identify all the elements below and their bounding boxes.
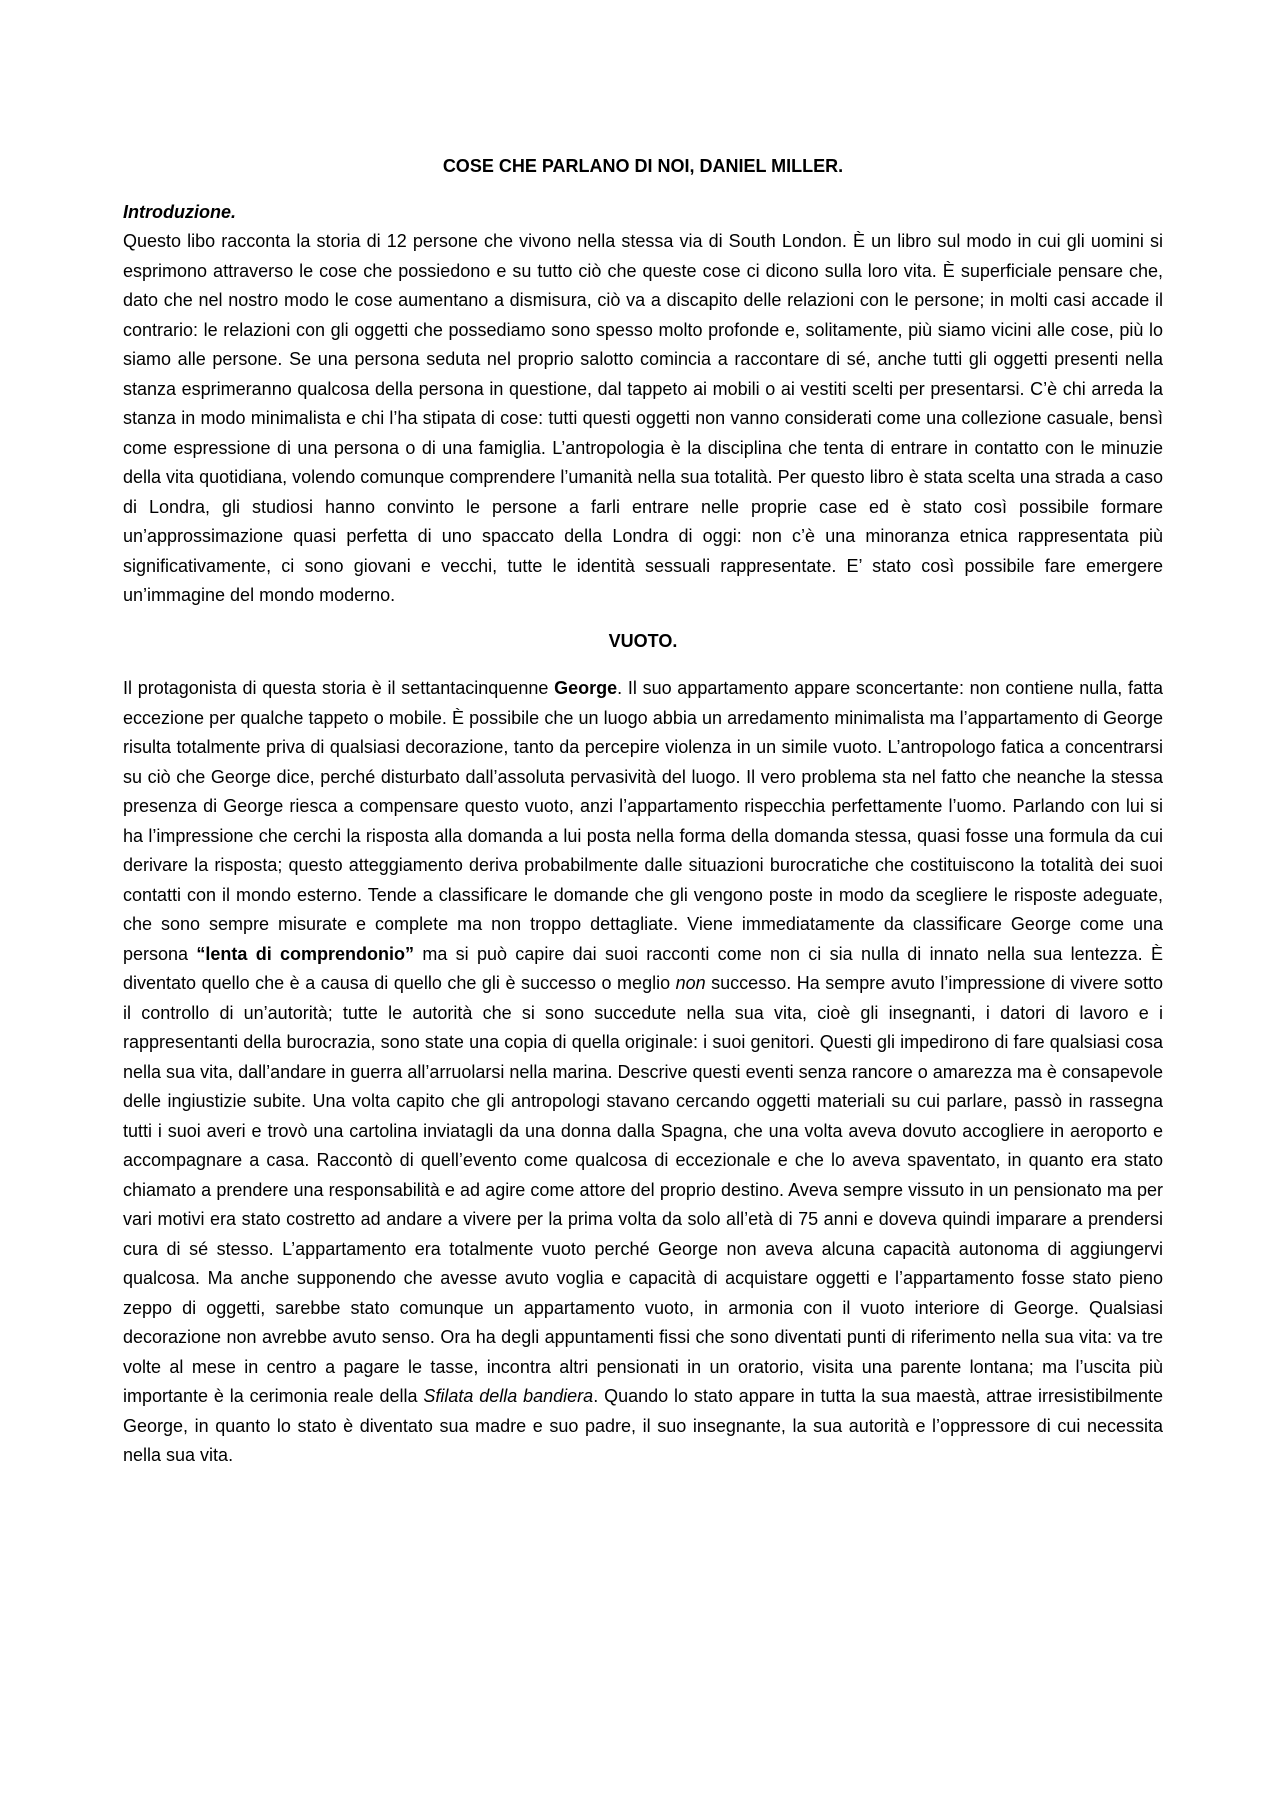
- vuoto-text-2: . Il suo appartamento appare sconcertante: non contiene nulla, fatta eccezione per qualche tappeto o mobile. È possibile che un luogo abbia un arredamento minimalista ma l’appartamento di George risulta totalmente priva di qualsiasi decorazione, tanto da percepire violenza in un simile vuoto. L’antropologo fatica a concentrarsi su ciò che George dice, perché disturbato dall’assoluta pervasività del luogo. Il vero problema sta nel fatto che neanche la stessa presenza di George riesca a compensare questo vuoto, anzi l’appartamento rispecchia perfettamente l’uomo. Parlando con lui si ha l’impressione che cerchi la risposta alla domanda a lui posta nella forma della domanda stessa, quasi fosse una formula da cui derivare la risposta; questo atteggiamento deriva probabilmente dalle situazioni burocratiche che costituiscono la totalità dei suoi contatti con il mondo esterno. Tende a classificare le domande che gli vengono poste in modo da scegliere le risposte adeguate, che sono sempre misurate e complete ma non troppo dettagliate. Viene immediatamente da classificare George come una persona: [123, 678, 1163, 964]
- vuoto-text-3: ma si può capire dai suoi racconti come non ci sia nulla di innato nella sua lentezza. È diventato quello che è a causa di quello che gli è successo o meglio: [123, 943, 1164, 993]
- vuoto-paragraph: [123, 674, 1163, 1471]
- george-name-bold: George: [554, 678, 618, 698]
- intro-paragraph: Questo libo racconta la storia di 12 persone che vivono nella stessa via di South London. È un libro sul modo in cui gli uomini si esprimono attraverso le cose che possiedono e su tutto ciò che queste cose ci dicono sulla loro vita. È superficiale pensare che, dato che nel nostro modo le cose aumentano a dismisura, ciò va a discapito delle relazioni con le persone; in molti casi accade il contrario: le relazioni con gli oggetti che possediamo sono spesso molto profonde e, solitamente, più siamo vicini alle cose, più lo siamo alle persone. Se una persona seduta nel proprio salotto comincia a raccontare di sé, anche tutti gli oggetti presenti nella stanza esprimeranno qualcosa della persona in questione, dal tappeto ai mobili o ai vestiti scelti per presentarsi. C’è chi arreda la stanza in modo minimalista e chi l’ha stipata di cose: tutti questi oggetti non vanno considerati come una collezione casuale, bensì come espressione di una persona o di una famiglia. L’antropologia è la disciplina che tenta di entrare in contatto con le minuzie della vita quotidiana, volendo comunque comprendere l’umanità nella sua totalità. Per questo libro è stata scelta una strada a caso di Londra, gli studiosi hanno convinto le persone a farli entrare nelle proprie case ed è stato così possibile formare un’approssimazione quasi perfetta di uno spaccato della Londra di oggi: non c’è una minoranza etnica rappresentata più significativamente, ci sono giovani e vecchi, tutte le identità sessuali rappresentate. E’ stato così possibile fare emergere un’immagine del mondo moderno.: [123, 231, 1163, 605]
- non-italic: non: [675, 973, 706, 993]
- vuoto-text-1: Il protagonista di questa storia è il settantacinquenne: [123, 678, 555, 698]
- section-title-vuoto: VUOTO.: [608, 630, 678, 651]
- lenta-di-comprendonio-bold: “lenta di comprendonio”: [196, 943, 415, 964]
- document-page: [123, 152, 1163, 1471]
- vuoto-text-5: . Quando lo stato appare in tutta la sua maestà, attrae irresistibilmente George, in quanto lo stato è diventato sua madre e suo padre, il suo insegnante, la sua autorità e l’oppressore di cui necessita nella sua vita.: [123, 1386, 1164, 1465]
- vuoto-text-4: successo. Ha sempre avuto l’impressione di vivere sotto il controllo di un’autorità; tutte le autorità che si sono succedute nella sua vita, cioè gli insegnanti, i datori di lavoro e i rappresentanti della burocrazia, sono state una copia di quella originale: i suoi genitori. Questi gli impedirono di fare qualsiasi cosa nella sua vita, dall’andare in guerra all’arruolarsi nella marina. Descrive questi eventi senza rancore o amarezza ma è consapevole delle ingiustizie subite. Una volta capito che gli antropologi stavano cercando oggetti materiali su cui parlare, passò in rassegna tutti i suoi averi e trovò una cartolina inviatagli da una donna dalla Spagna, che una volta aveva dovuto accogliere in aeroporto e accompagnare a casa. Raccontò di quell’evento come qualcosa di eccezionale e che lo aveva spaventato, in quanto era stato chiamato a prendere una responsabilità e ad agire come attore del proprio destino. Aveva sempre vissuto in un pensionato ma per vari motivi era stato costretto ad andare a vivere per la prima volta da solo all’età di 75 anni e doveva quindi imparare a prendersi cura di sé stesso. L’appartamento era totalmente vuoto perché George non aveva alcuna capacità autonoma di aggiungervi qualcosa. Ma anche supponendo che avesse avuto voglia e capacità di acquistare oggetti e l’appartamento fosse stato pieno zeppo di oggetti, sarebbe stato comunque un appartamento vuoto, in armonia con il vuoto interiore di George. Qualsiasi decorazione non avrebbe avuto senso. Ora ha degli appuntamenti fissi che sono diventati punti di riferimento nella sua vita: va tre volte al mese in centro a pagare le tasse, incontra altri pensionati in un oratorio, visita una parente lontana; ma l’uscita più importante è la cerimonia reale della: [123, 973, 1163, 1406]
- intro-heading: Introduzione.: [123, 201, 236, 222]
- document-title: COSE CHE PARLANO DI NOI, DANIEL MILLER.: [442, 156, 844, 176]
- sfilata-italic: Sfilata della bandiera: [423, 1386, 594, 1406]
